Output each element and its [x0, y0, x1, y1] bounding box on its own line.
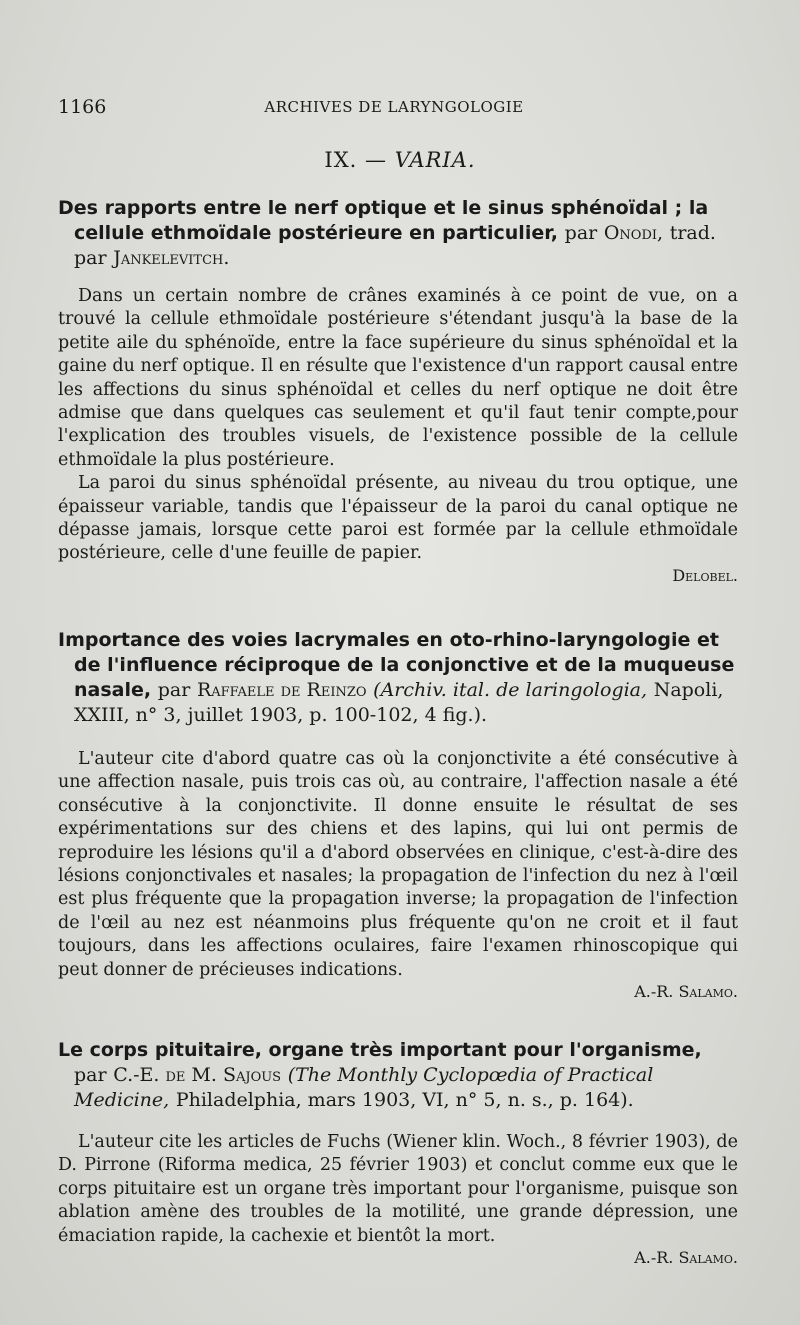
article-paragraph: Dans un certain nombre de crânes examinés à ce point de vue, on a trouvé la cellule ethmoïdale postérieure s'étendant jusqu'à la base de la petite aile du sphénoïde, entre la face supérieure du sinus sphénoïdal et la gaine du nerf optique. Il en résulte que l'existence d'un rapport causal entre les affections du sinus sphénoïdal et celles du nerf optique ne doit être admise que dans quelques cas seulement et qu'il faut tenir compte,pour l'explication des troubles visuels, de l'existence possible de la cellule ethmoïdale la plus postérieure. — [58, 286, 738, 470]
article-author: Onodi, — [603, 222, 664, 244]
article-title — [58, 628, 738, 728]
section-title — [0, 148, 800, 172]
running-title: ARCHIVES DE LARYNGOLOGIE — [264, 98, 524, 116]
section-number: IX. — — [324, 148, 388, 172]
page-header — [58, 96, 730, 120]
article-source: (The Monthly Cyclopœdia of Practical Medicine, — [74, 1064, 654, 1111]
article-paragraph: L'auteur cite d'abord quatre cas où la conjonctivite a été consécutive à une affection nasale, puis trois cas où, au contraire, l'affection nasale a été consécutive à la conjonctivite. Il donne ensuite le résultat de ses expérimentations sur des chiens et des lapins, qui lui ont permis de reproduire les lésions qu'il a d'abord observées en clinique, c'est-à-dire des lésions conjonctivales et nasales; la propagation de l'infection du nez à l'œil est plus fréquente que la propagation inverse; la propagation de l'infection de l'œil au nez est néanmoins plus fréquente qu'on ne croit et il faut toujours, dans les affections oculaires, faire l'examen rhinoscopique qui peut donner de précieuses indications. — [58, 749, 738, 980]
article-source-details: Philadelphia, mars 1903, VI, n° 5, n. s., p. 164). — [175, 1089, 634, 1111]
page-number: 1166 — [58, 96, 107, 118]
article-author: C.-E. de M. Sajous — [113, 1064, 282, 1086]
article-paragraph: L'auteur cite les articles de Fuchs (Wiener klin. Woch., 8 février 1903), de D. Pirrone (Riforma medica, 25 février 1903) et conclut comme eux que le corps pituitaire est un organe très important pour l'organisme, puisque son ablation amène des troubles de la motilité, une grande dépression, une émaciation rapide, la cachexie et bientôt la mort. — [58, 1132, 738, 1246]
article-author: Raffaele de Reinzo — [196, 679, 367, 701]
article-source-details: Napoli, XXIII, n° 3, juillet 1903, p. 100-102, 4 fig.). — [74, 679, 724, 726]
article-signature: A.-R. Salamo. — [634, 1248, 738, 1268]
title-par: par — [74, 1064, 107, 1086]
article-title-text: Importance des voies lacrymales en oto-rhino-laryngologie et de l'influence réciproque de la conjonctive et de la muqueuse nasale, — [58, 629, 735, 701]
article-signature: Delobel. — [672, 565, 738, 585]
section-name: VARIA. — [394, 148, 476, 172]
title-par: par — [157, 679, 191, 701]
article-optic-nerve — [58, 196, 738, 585]
title-trad: trad. par — [74, 222, 716, 269]
article-title-text: Des rapports entre le nerf optique et le sinus sphénoïdal ; la cellule ethmoïdale postérieure en particulier, — [58, 197, 709, 244]
article-title — [58, 196, 738, 271]
article-translator: Jankelevitch. — [113, 247, 230, 269]
article-lacrymal — [58, 628, 738, 1001]
article-pituitary — [58, 1038, 738, 1267]
article-title — [58, 1038, 738, 1113]
article-signature: A.-R. Salamo. — [634, 982, 738, 1002]
title-par: par — [564, 222, 598, 244]
article-title-text: Le corps pituitaire, organe très important pour l'organisme, — [58, 1039, 702, 1061]
article-source: (Archiv. ital. de laringologia, — [373, 679, 648, 701]
article-paragraph: La paroi du sinus sphénoïdal présente, au niveau du trou optique, une épaisseur variable, tandis que l'épaisseur de la paroi du canal optique ne dépasse jamais, lorsque cette paroi est formée par la cellule ethmoïdale postérieure, celle d'une feuille de papier. — [58, 473, 738, 564]
